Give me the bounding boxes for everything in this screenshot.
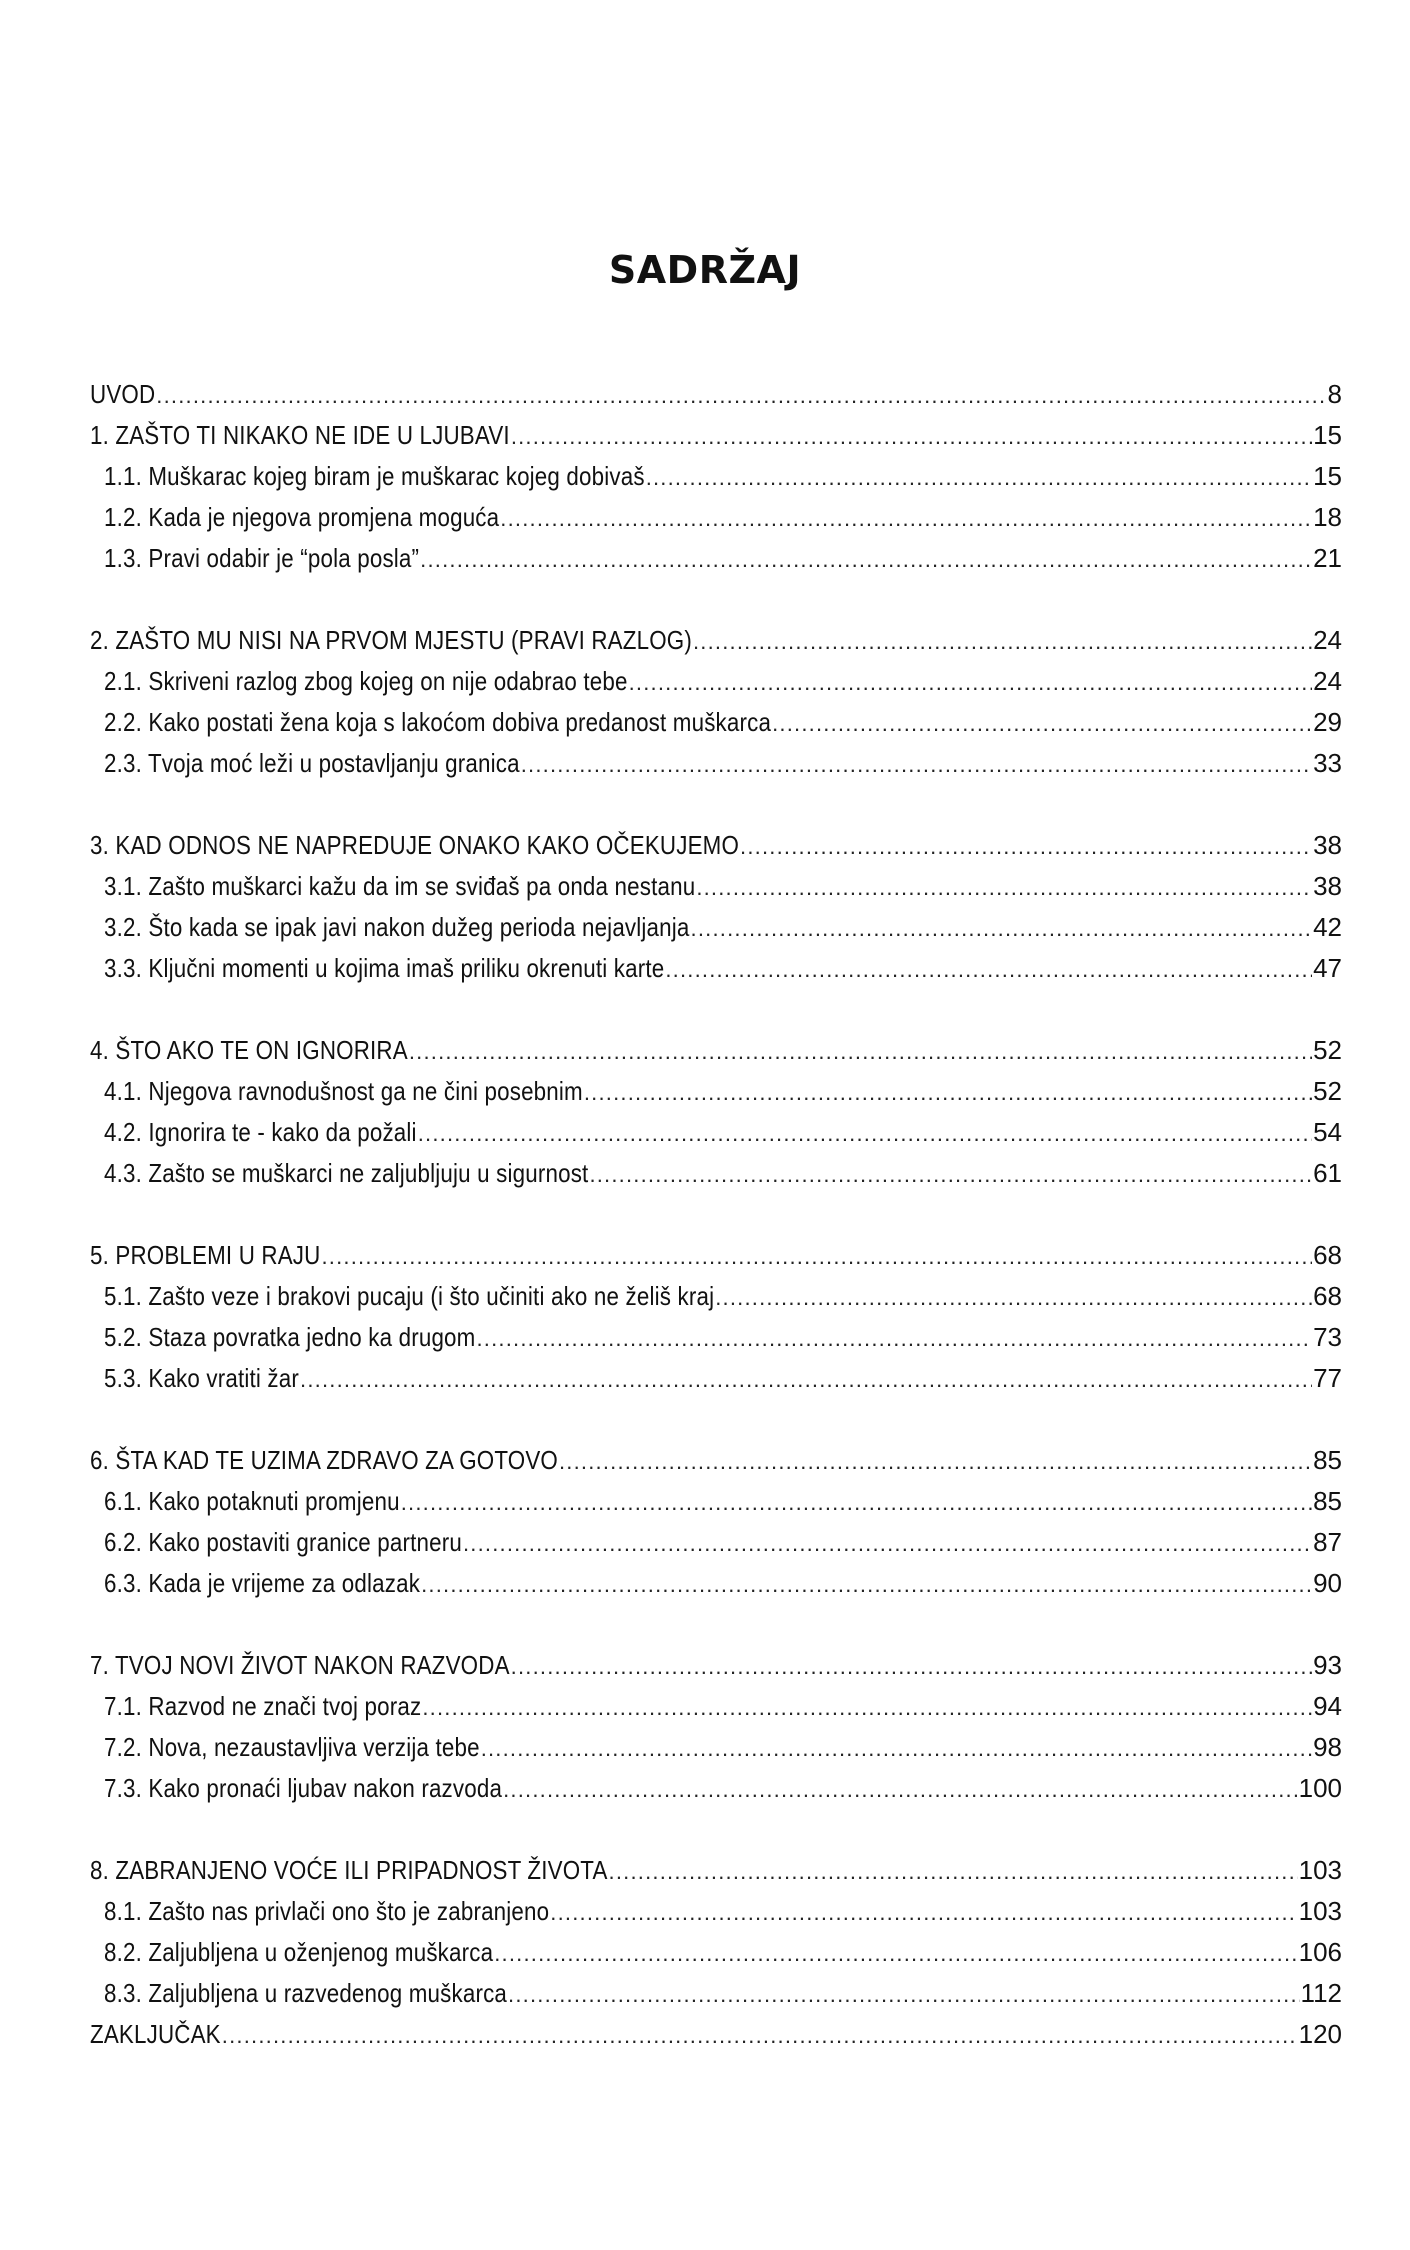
toc-entry-title: 6. ŠTA KAD TE UZIMA ZDRAVO ZA GOTOVO bbox=[90, 1445, 558, 1475]
toc-subsection-entry[interactable] bbox=[90, 1112, 1342, 1153]
toc-entry-title: 3.3. Ključni momenti u kojima imaš priliku okrenuti karte bbox=[104, 953, 665, 983]
toc-page-number: 8 bbox=[1327, 379, 1342, 409]
toc-subsection-entry[interactable] bbox=[90, 1768, 1342, 1809]
toc-subsection-entry[interactable] bbox=[90, 1932, 1342, 1973]
dot-leader bbox=[300, 1359, 1312, 1400]
toc-page-number: 52 bbox=[1313, 1076, 1342, 1106]
toc-entry-title: 8.1. Zašto nas privlači ono što je zabranjeno bbox=[104, 1896, 550, 1926]
toc-chapter-entry[interactable] bbox=[90, 825, 1342, 866]
dot-leader bbox=[550, 1892, 1297, 1933]
dot-leader bbox=[422, 1687, 1312, 1728]
dot-leader bbox=[321, 1236, 1312, 1277]
toc-entry-title: 1. ZAŠTO TI NIKAKO NE IDE U LJUBAVI bbox=[90, 420, 510, 450]
toc-page-number: 61 bbox=[1313, 1158, 1342, 1188]
dot-leader bbox=[418, 1113, 1312, 1154]
toc-subsection-entry[interactable] bbox=[90, 1563, 1342, 1604]
toc-entry-title: 4.2. Ignorira te - kako da požali bbox=[104, 1117, 417, 1147]
toc-page-number: 77 bbox=[1313, 1363, 1342, 1393]
dot-leader bbox=[772, 703, 1312, 744]
toc-subsection-entry[interactable] bbox=[90, 1686, 1342, 1727]
toc-subsection-entry[interactable] bbox=[90, 866, 1342, 907]
toc-page-number: 87 bbox=[1313, 1527, 1342, 1557]
toc-entry-title: 1.1. Muškarac kojeg biram je muškarac kojeg dobivaš bbox=[104, 461, 645, 491]
toc-subsection-entry[interactable] bbox=[90, 1522, 1342, 1563]
dot-leader bbox=[222, 2015, 1298, 2056]
toc-entry-title: 2. ZAŠTO MU NISI NA PRVOM MJESTU (PRAVI RAZLOG) bbox=[90, 625, 692, 655]
toc-chapter-entry[interactable] bbox=[90, 415, 1342, 456]
toc-entry-title: 2.2. Kako postati žena koja s lakoćom dobiva predanost muškarca bbox=[104, 707, 772, 737]
toc-subsection-entry[interactable] bbox=[90, 1481, 1342, 1522]
toc-entry-title: 5. PROBLEMI U RAJU bbox=[90, 1240, 321, 1270]
toc-page-number: 94 bbox=[1313, 1691, 1342, 1721]
dot-leader bbox=[584, 1072, 1312, 1113]
toc-page-number: 106 bbox=[1298, 1937, 1342, 1967]
dot-leader bbox=[508, 1974, 1300, 2015]
dot-leader bbox=[693, 621, 1312, 662]
toc-page-number: 90 bbox=[1313, 1568, 1342, 1598]
toc-entry-title: 7.1. Razvod ne znači tvoj poraz bbox=[104, 1691, 422, 1721]
toc-subsection-entry[interactable] bbox=[90, 1153, 1342, 1194]
toc-page-number: 103 bbox=[1298, 1896, 1342, 1926]
toc-entry-title: 5.3. Kako vratiti žar bbox=[104, 1363, 300, 1393]
toc-subsection-entry[interactable] bbox=[90, 948, 1342, 989]
section-spacer bbox=[90, 989, 1342, 1030]
dot-leader bbox=[420, 539, 1312, 580]
toc-page-number: 38 bbox=[1313, 830, 1342, 860]
dot-leader bbox=[691, 908, 1313, 949]
toc-entry-title: 3.1. Zašto muškarci kažu da im se sviđaš pa onda nestanu bbox=[104, 871, 696, 901]
toc-page-number: 24 bbox=[1313, 625, 1342, 655]
dot-leader bbox=[463, 1523, 1312, 1564]
dot-leader bbox=[421, 1564, 1312, 1605]
toc-entry-title: 6.1. Kako potaknuti promjenu bbox=[104, 1486, 400, 1516]
toc-entry-title: UVOD bbox=[90, 379, 156, 409]
toc-page-number: 85 bbox=[1313, 1486, 1342, 1516]
dot-leader bbox=[715, 1277, 1312, 1318]
toc-subsection-entry[interactable] bbox=[90, 661, 1342, 702]
toc-page-number: 15 bbox=[1313, 461, 1342, 491]
toc-chapter-entry[interactable] bbox=[90, 1235, 1342, 1276]
page-title: SADRŽAJ bbox=[608, 248, 802, 292]
toc-entry-title: 8.3. Zaljubljena u razvedenog muškarca bbox=[104, 1978, 508, 2008]
toc-page-number: 21 bbox=[1313, 543, 1342, 573]
toc-entry-title: ZAKLJUČAK bbox=[90, 2019, 221, 2049]
dot-leader bbox=[494, 1933, 1297, 1974]
toc-page-number: 68 bbox=[1313, 1240, 1342, 1270]
section-spacer bbox=[90, 784, 1342, 825]
toc-subsection-entry[interactable] bbox=[90, 497, 1342, 538]
dot-leader bbox=[740, 826, 1312, 867]
toc-subsection-entry[interactable] bbox=[90, 456, 1342, 497]
toc-subsection-entry[interactable] bbox=[90, 743, 1342, 784]
toc-page-number: 93 bbox=[1313, 1650, 1342, 1680]
dot-leader bbox=[665, 949, 1312, 990]
dot-leader bbox=[500, 498, 1312, 539]
toc-subsection-entry[interactable] bbox=[90, 1727, 1342, 1768]
dot-leader bbox=[589, 1154, 1312, 1195]
toc-subsection-entry[interactable] bbox=[90, 1358, 1342, 1399]
toc-page-number: 73 bbox=[1313, 1322, 1342, 1352]
dot-leader bbox=[629, 662, 1313, 703]
dot-leader bbox=[481, 1728, 1312, 1769]
toc-chapter-entry[interactable] bbox=[90, 374, 1342, 415]
toc-entry-title: 8.2. Zaljubljena u oženjenog muškarca bbox=[104, 1937, 494, 1967]
section-spacer bbox=[90, 1809, 1342, 1850]
toc-subsection-entry[interactable] bbox=[90, 1973, 1342, 2014]
toc-page-number: 103 bbox=[1298, 1855, 1342, 1885]
toc-page-number: 33 bbox=[1313, 748, 1342, 778]
dot-leader bbox=[559, 1441, 1312, 1482]
toc-page-number: 42 bbox=[1313, 912, 1342, 942]
table-of-contents bbox=[90, 374, 1342, 2055]
toc-entry-title: 4. ŠTO AKO TE ON IGNORIRA bbox=[90, 1035, 408, 1065]
toc-subsection-entry[interactable] bbox=[90, 538, 1342, 579]
toc-entry-title: 1.3. Pravi odabir je “pola posla” bbox=[104, 543, 420, 573]
toc-page-number: 47 bbox=[1313, 953, 1342, 983]
toc-chapter-entry[interactable] bbox=[90, 1440, 1342, 1481]
section-spacer bbox=[90, 579, 1342, 620]
toc-entry-title: 7.3. Kako pronaći ljubav nakon razvoda bbox=[104, 1773, 503, 1803]
dot-leader bbox=[409, 1031, 1312, 1072]
toc-subsection-entry[interactable] bbox=[90, 907, 1342, 948]
toc-entry-title: 2.1. Skriveni razlog zbog kojeg on nije odabrao tebe bbox=[104, 666, 628, 696]
toc-entry-title: 7. TVOJ NOVI ŽIVOT NAKON RAZVODA bbox=[90, 1650, 510, 1680]
toc-page-number: 18 bbox=[1313, 502, 1342, 532]
toc-entry-title: 4.3. Zašto se muškarci ne zaljubljuju u sigurnost bbox=[104, 1158, 589, 1188]
dot-leader bbox=[646, 457, 1312, 498]
toc-page-number: 24 bbox=[1313, 666, 1342, 696]
toc-entry-title: 4.1. Njegova ravnodušnost ga ne čini posebnim bbox=[104, 1076, 583, 1106]
toc-page-number: 54 bbox=[1313, 1117, 1342, 1147]
toc-page-number: 52 bbox=[1313, 1035, 1342, 1065]
toc-entry-title: 3. KAD ODNOS NE NAPREDUJE ONAKO KAKO OČEKUJEMO bbox=[90, 830, 740, 860]
toc-chapter-entry[interactable] bbox=[90, 2014, 1342, 2055]
toc-entry-title: 7.2. Nova, nezaustavljiva verzija tebe bbox=[104, 1732, 480, 1762]
toc-subsection-entry[interactable] bbox=[90, 1276, 1342, 1317]
toc-entry-title: 1.2. Kada je njegova promjena moguća bbox=[104, 502, 500, 532]
dot-leader bbox=[521, 744, 1312, 785]
toc-chapter-entry[interactable] bbox=[90, 1030, 1342, 1071]
dot-leader bbox=[696, 867, 1312, 908]
toc-subsection-entry[interactable] bbox=[90, 1317, 1342, 1358]
toc-page-number: 68 bbox=[1313, 1281, 1342, 1311]
toc-page-number: 100 bbox=[1298, 1773, 1342, 1803]
dot-leader bbox=[511, 1646, 1312, 1687]
toc-page-number: 85 bbox=[1313, 1445, 1342, 1475]
toc-entry-title: 5.2. Staza povratka jedno ka drugom bbox=[104, 1322, 476, 1352]
toc-page-number: 120 bbox=[1298, 2019, 1342, 2049]
dot-leader bbox=[156, 375, 1326, 416]
toc-chapter-entry[interactable] bbox=[90, 1645, 1342, 1686]
dot-leader bbox=[503, 1769, 1298, 1810]
toc-entry-title: 3.2. Što kada se ipak javi nakon dužeg perioda nejavljanja bbox=[104, 912, 690, 942]
toc-subsection-entry[interactable] bbox=[90, 702, 1342, 743]
dot-leader bbox=[476, 1318, 1312, 1359]
toc-subsection-entry[interactable] bbox=[90, 1071, 1342, 1112]
section-spacer bbox=[90, 1604, 1342, 1645]
toc-page-number: 29 bbox=[1313, 707, 1342, 737]
toc-page-number: 98 bbox=[1313, 1732, 1342, 1762]
toc-entry-title: 2.3. Tvoja moć leži u postavljanju granica bbox=[104, 748, 520, 778]
toc-page-number: 38 bbox=[1313, 871, 1342, 901]
dot-leader bbox=[401, 1482, 1312, 1523]
toc-subsection-entry[interactable] bbox=[90, 1891, 1342, 1932]
toc-chapter-entry[interactable] bbox=[90, 620, 1342, 661]
toc-page-number: 112 bbox=[1300, 1978, 1342, 2008]
toc-chapter-entry[interactable] bbox=[90, 1850, 1342, 1891]
dot-leader bbox=[511, 416, 1312, 457]
section-spacer bbox=[90, 1399, 1342, 1440]
dot-leader bbox=[609, 1851, 1298, 1892]
toc-entry-title: 5.1. Zašto veze i brakovi pucaju (i što učiniti ako ne želiš kraj bbox=[104, 1281, 715, 1311]
toc-entry-title: 8. ZABRANJENO VOĆE ILI PRIPADNOST ŽIVOTA bbox=[90, 1855, 608, 1885]
toc-entry-title: 6.3. Kada je vrijeme za odlazak bbox=[104, 1568, 421, 1598]
toc-entry-title: 6.2. Kako postaviti granice partneru bbox=[104, 1527, 462, 1557]
toc-page-number: 15 bbox=[1313, 420, 1342, 450]
section-spacer bbox=[90, 1194, 1342, 1235]
